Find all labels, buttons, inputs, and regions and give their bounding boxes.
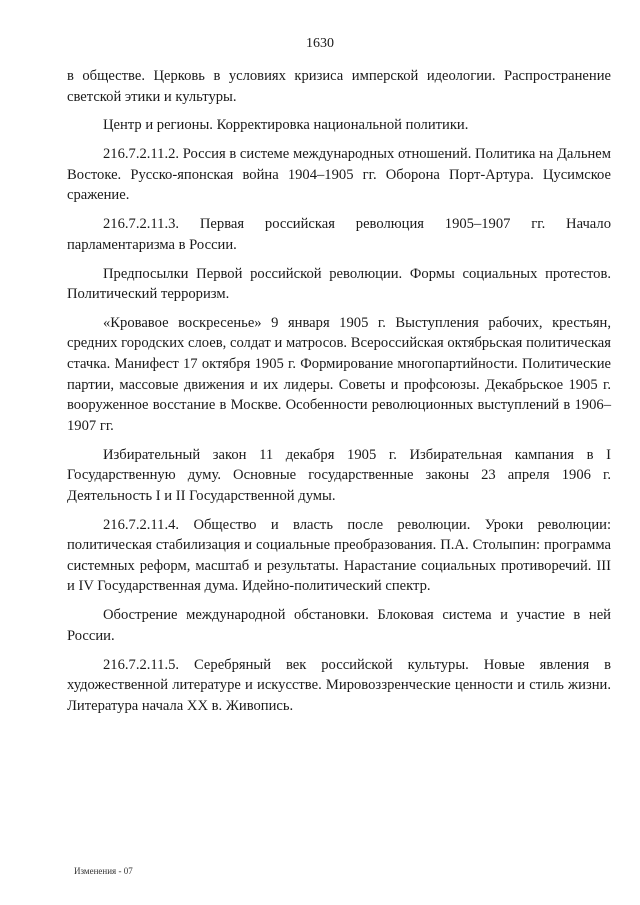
paragraph: 216.7.2.11.3. Первая российская революция 1905–1907 гг. Начало парламентаризма в России. [67,216,611,253]
paragraph: Предпосылки Первой российской революции. Формы социальных протестов. Политический терроризм. [67,265,611,303]
paragraph: 216.7.2.11.4. Общество и власть после революции. Уроки революции: политическая стабилизация и социальные преобразования. П.А. Столыпин: программа системных реформ, масштаб и результаты. Нарастание социальных противоречий. III и IV Государственная дума. Идейно-политический спектр. [67,516,611,595]
paragraph: Центр и регионы. Корректировка национальной политики. [103,117,469,134]
document-body [67,66,611,725]
paragraph: в обществе. Церковь в условиях кризиса имперской идеологии. Распространение светской этики и культуры. [67,68,611,105]
paragraph: Избирательный закон 11 декабря 1905 г. Избирательная кампания в I Государственную думу. Основные государственные законы 23 апреля 1906 г. Деятельность I и II Государственной думы. [67,446,611,504]
paragraph: 216.7.2.11.5. Серебряный век российской культуры. Новые явления в художественной литературе и искусстве. Мировоззренческие ценности и стиль жизни. Литература начала XX в. Живопись. [67,656,611,714]
page-number: 1630 [306,36,334,51]
paragraph: 216.7.2.11.2. Россия в системе международных отношений. Политика на Дальнем Востоке. Русско-японская война 1904–1905 гг. Оборона Порт-Артура. Цусимское сражение. [67,146,611,204]
footer-note: Изменения - 07 [74,866,133,876]
paragraph: Обострение международной обстановки. Блоковая система и участие в ней России. [67,607,611,644]
paragraph: «Кровавое воскресенье» 9 января 1905 г. Выступления рабочих, крестьян, средних городских слоев, солдат и матросов. Всероссийская октябрьская политическая стачка. Манифест 17 октября 1905 г. Формирование многопартийности. Политические партии, массовые движения и их лидеры. Советы и профсоюзы. Декабрьское 1905 г. вооруженное восстание в Москве. Особенности революционных выступлений в 1906–1907 гг. [67,314,611,434]
